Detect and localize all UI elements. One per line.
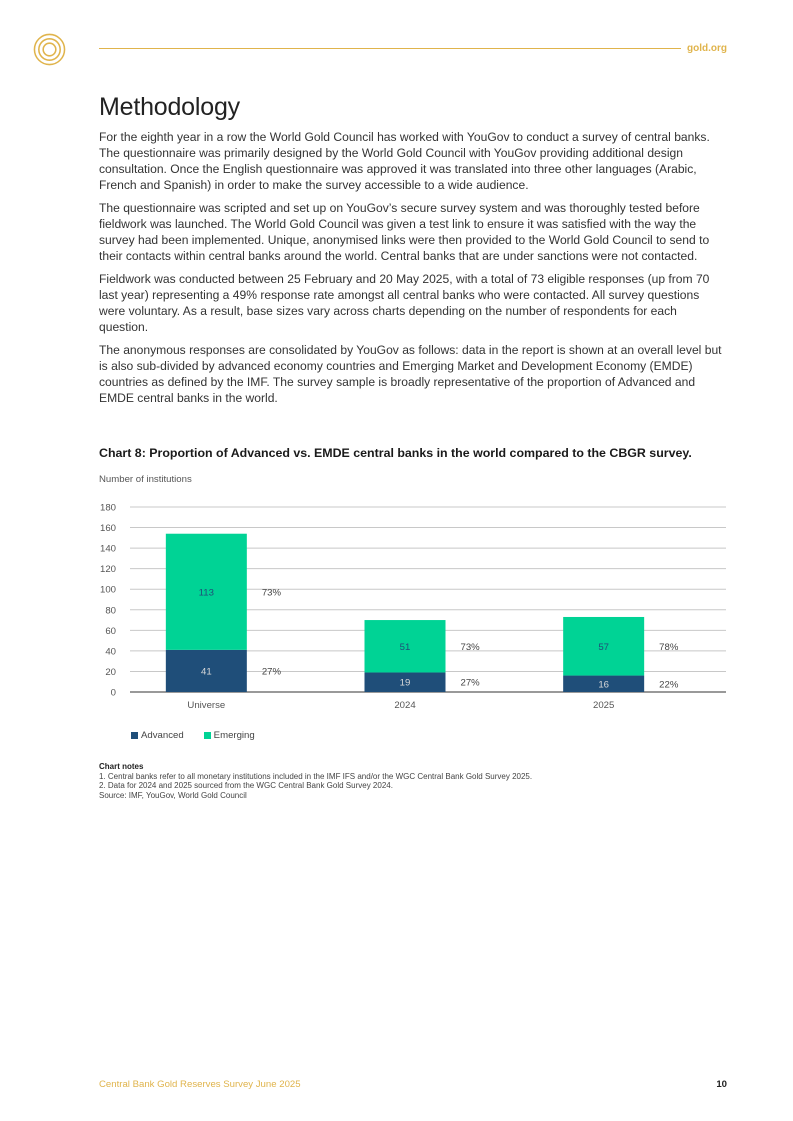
methodology-text [99,129,727,413]
legend-item-advanced [131,730,184,741]
bar-value-label: 41 [200,666,212,678]
header-divider [99,48,681,49]
bar-value-label: 16 [598,679,610,691]
bar-value-label: 19 [399,677,411,689]
legend-label: Advanced [141,730,184,741]
y-tick-label: 20 [105,666,116,678]
y-tick-label: 140 [99,543,116,555]
chart-note-line: Source: IMF, YouGov, World Gold Council [99,790,247,800]
chart-notes [99,762,532,800]
chart-legend [131,730,255,741]
x-tick-label: Universe [187,700,226,711]
legend-label: Emerging [213,730,255,741]
paragraph: Fieldwork was conducted between 25 February and 20 May 2025, with a total of 73 eligible responses (up from 70 last year) representing a 49% response rate amongst all central banks who were contacted. All survey questions were voluntary. As a result, base sizes vary across charts depending on the number of respondents for each question. [99,272,710,334]
y-tick-label: 160 [99,523,116,535]
y-tick-label: 80 [105,605,116,617]
y-tick-label: 40 [105,646,116,658]
y-tick-label: 120 [99,564,116,576]
legend-swatch-emerging [204,732,211,739]
bar-value-label: 113 [198,587,214,599]
wgc-logo-icon [33,33,66,66]
bar-value-label: 51 [399,641,411,653]
chart-title: Chart 8: Proportion of Advanced vs. EMDE central banks in the world compared to the CBGR survey. [99,446,692,460]
bar-percent-label: 73% [460,641,480,653]
footer-report-title: Central Bank Gold Reserves Survey June 2025 [99,1079,301,1090]
legend-swatch-advanced [131,732,138,739]
bar-percent-label: 22% [659,679,679,691]
chart-y-axis-label: Number of institutions [99,474,192,485]
bar-percent-label: 73% [261,587,282,599]
chart-notes-title: Chart notes [99,762,144,771]
bar-percent-label: 27% [460,677,480,689]
paragraph: For the eighth year in a row the World Gold Council has worked with YouGov to conduct a survey of central banks. The questionnaire was primarily designed by the World Gold Council with YouGov providing additional design consultation. Once the English questionnaire was approved it was translated into three other languages (Arabic, French and Spanish) in order to make the survey accessible to a wide audience. [99,130,710,192]
x-tick-label: 2024 [394,700,416,711]
chart-note-line: 2. Data for 2024 and 2025 sourced from the WGC Central Bank Gold Survey 2024. [99,781,393,791]
page-number: 10 [716,1079,727,1090]
bar-percent-label: 78% [659,641,679,653]
y-tick-label: 180 [99,502,116,514]
legend-item-emerging [204,730,255,741]
x-tick-label: 2025 [592,700,615,711]
y-tick-label: 60 [105,625,116,637]
page-title: Methodology [99,93,240,121]
bar-value-label: 57 [598,641,610,653]
y-tick-label: 100 [99,584,116,596]
chart-note-line: 1. Central banks refer to all monetary institutions included in the IMF IFS and/or the WGC Central Bank Gold Survey 2025. [99,771,533,781]
paragraph: The anonymous responses are consolidated by YouGov as follows: data in the report is shown at an overall level but is also sub-divided by advanced economy countries and Emerging Market and Development Economy (EMDE) countries as defined by the IMF. The survey sample is broadly representative of the proportion of Advanced and EMDE central banks in the world. [99,343,722,405]
paragraph: The questionnaire was scripted and set up on YouGov’s secure survey system and was thoroughly tested before fieldwork was launched. The World Gold Council was given a test link to ensure it was satisfied with the way the survey had been implemented. Unique, anonymised links were then provided to the World Gold Council to send to their contacts within central banks around the world. Central banks that are under sanctions were not contacted. [99,201,710,263]
bar-percent-label: 27% [261,666,282,678]
y-tick-label: 0 [110,687,116,699]
stacked-bar-chart [0,495,793,720]
site-link[interactable]: gold.org [687,43,727,54]
